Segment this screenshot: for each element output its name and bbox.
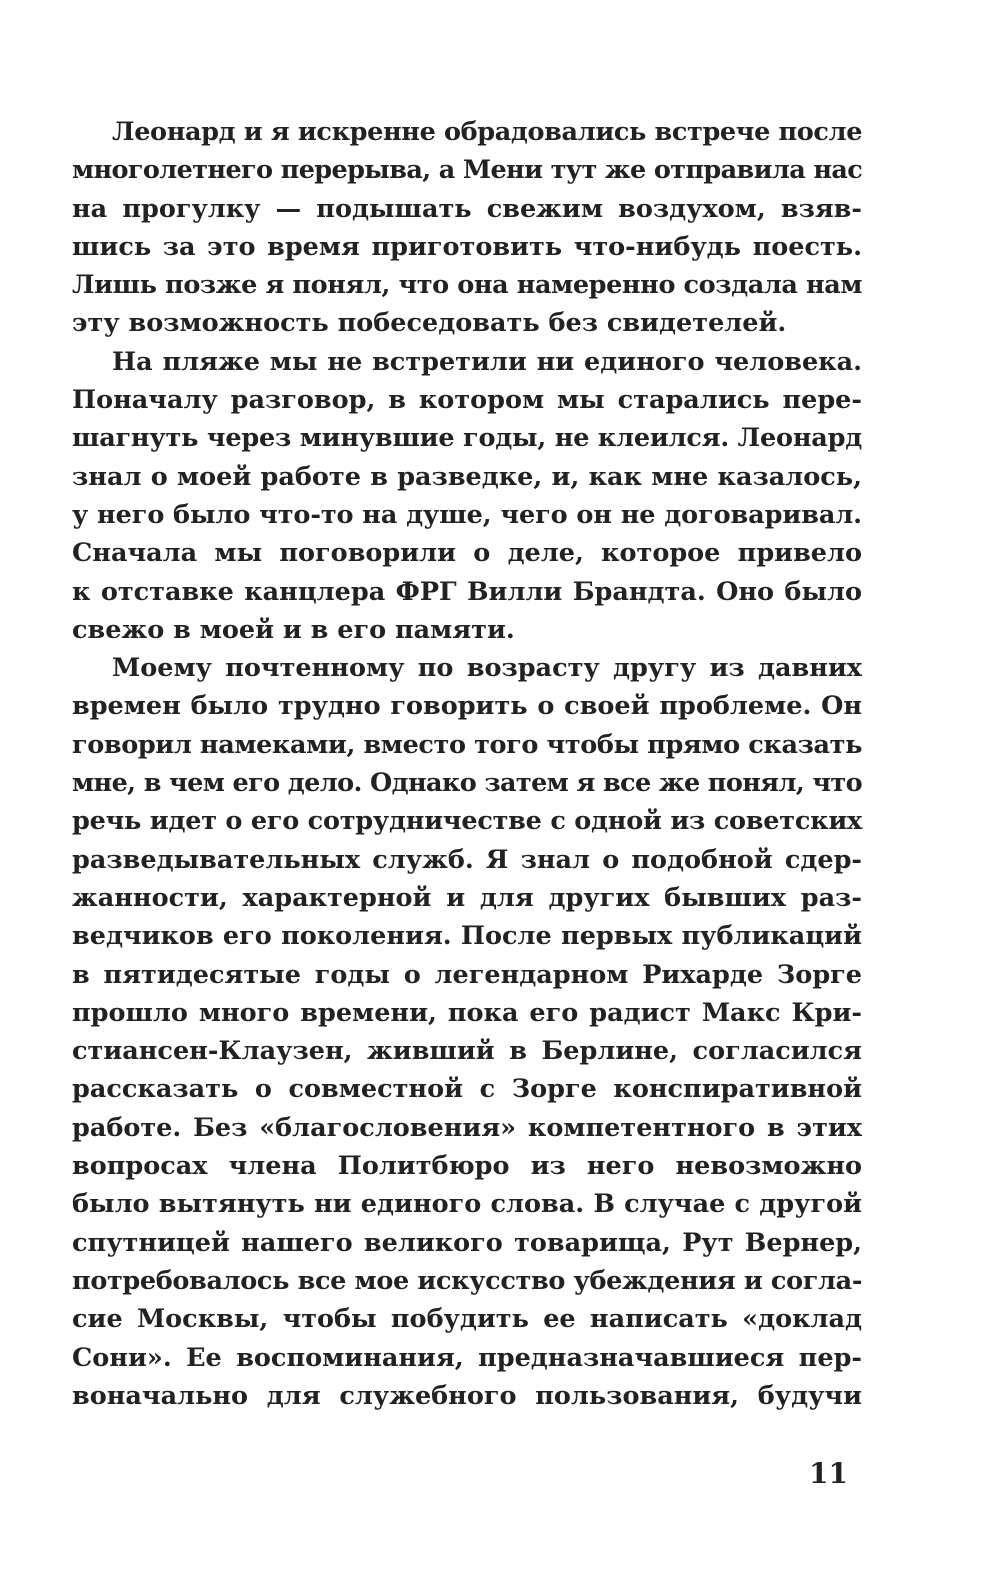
text-line: потребовалось все мое искусство убеждения и согла- — [72, 1265, 863, 1296]
text-line: у него было что-то на душе, чего он не договаривал. — [72, 499, 862, 530]
text-line: эту возможность побеседовать без свидетелей. — [72, 308, 787, 339]
page-number: 11 — [809, 1457, 848, 1490]
text-line: работе. Без «благословения» компетентного в этих — [72, 1112, 862, 1143]
text-line: спутницей нашего великого товарища, Рут Вернер, — [72, 1227, 862, 1258]
text-line: рассказать о совместной с Зорге конспиративной — [72, 1074, 862, 1105]
text-line: Поначалу разговор, в котором мы старались пере- — [72, 385, 862, 416]
body-text — [72, 113, 862, 1415]
text-line: в пятидесятые годы о легендарном Рихарде Зорге — [72, 959, 862, 990]
text-line: стиансен-Клаузен, живший в Берлине, согласился — [72, 1036, 862, 1067]
text-line: Сони». Ее воспоминания, предназначавшиеся пер- — [72, 1342, 862, 1373]
text-line: времен было трудно говорить о своей проблеме. Он — [72, 691, 862, 722]
text-line: речь идет о его сотрудничестве с одной из советских — [72, 806, 862, 837]
text-line: сие Москвы, чтобы побудить ее написать «доклад — [72, 1304, 862, 1335]
text-line: прошло много времени, пока его радист Макс Кри- — [72, 997, 862, 1028]
text-line: Леонард и я искренне обрадовались встрече после — [112, 117, 863, 147]
text-line: шись за это время приготовить что-нибудь поесть. — [72, 231, 862, 262]
text-line: вопросах члена Политбюро из него невозможно — [72, 1151, 862, 1182]
text-line: На пляже мы не встретили ни единого человека. — [112, 346, 862, 377]
text-line: говорил намеками, вместо того чтобы прямо сказать — [72, 729, 862, 760]
text-line: воначально для служебного пользования, будучи — [72, 1380, 862, 1411]
text-line: мне, в чем его дело. Однако затем я все же понял, что — [72, 768, 862, 799]
text-line: разведывательных служб. Я знал о подобной сдер- — [72, 844, 862, 875]
text-line: многолетнего перерыва, а Мени тут же отправила нас — [72, 155, 863, 186]
text-line: Моему почтенному по возрасту другу из давних — [112, 653, 862, 684]
text-line: свежо в моей и в его памяти. — [72, 614, 515, 645]
text-line: ведчиков его поколения. После первых публикаций — [72, 921, 862, 952]
text-line: было вытянуть ни единого слова. В случае с другой — [72, 1189, 862, 1220]
text-line: знал о моей работе в разведке, и, как мне казалось, — [72, 461, 862, 492]
text-line: Сначала мы поговорили о деле, которое привело — [72, 538, 862, 569]
text-line: к отставке канцлера ФРГ Вилли Брандта. Оно было — [72, 576, 862, 607]
text-line: на прогулку — подышать свежим воздухом, взяв- — [72, 193, 862, 224]
text-line: жанности, характерной и для других бывших раз- — [72, 882, 862, 913]
text-line: шагнуть через минувшие годы, не клеился. Леонард — [72, 423, 862, 454]
text-line: Лишь позже я понял, что она намеренно создала нам — [72, 270, 863, 301]
